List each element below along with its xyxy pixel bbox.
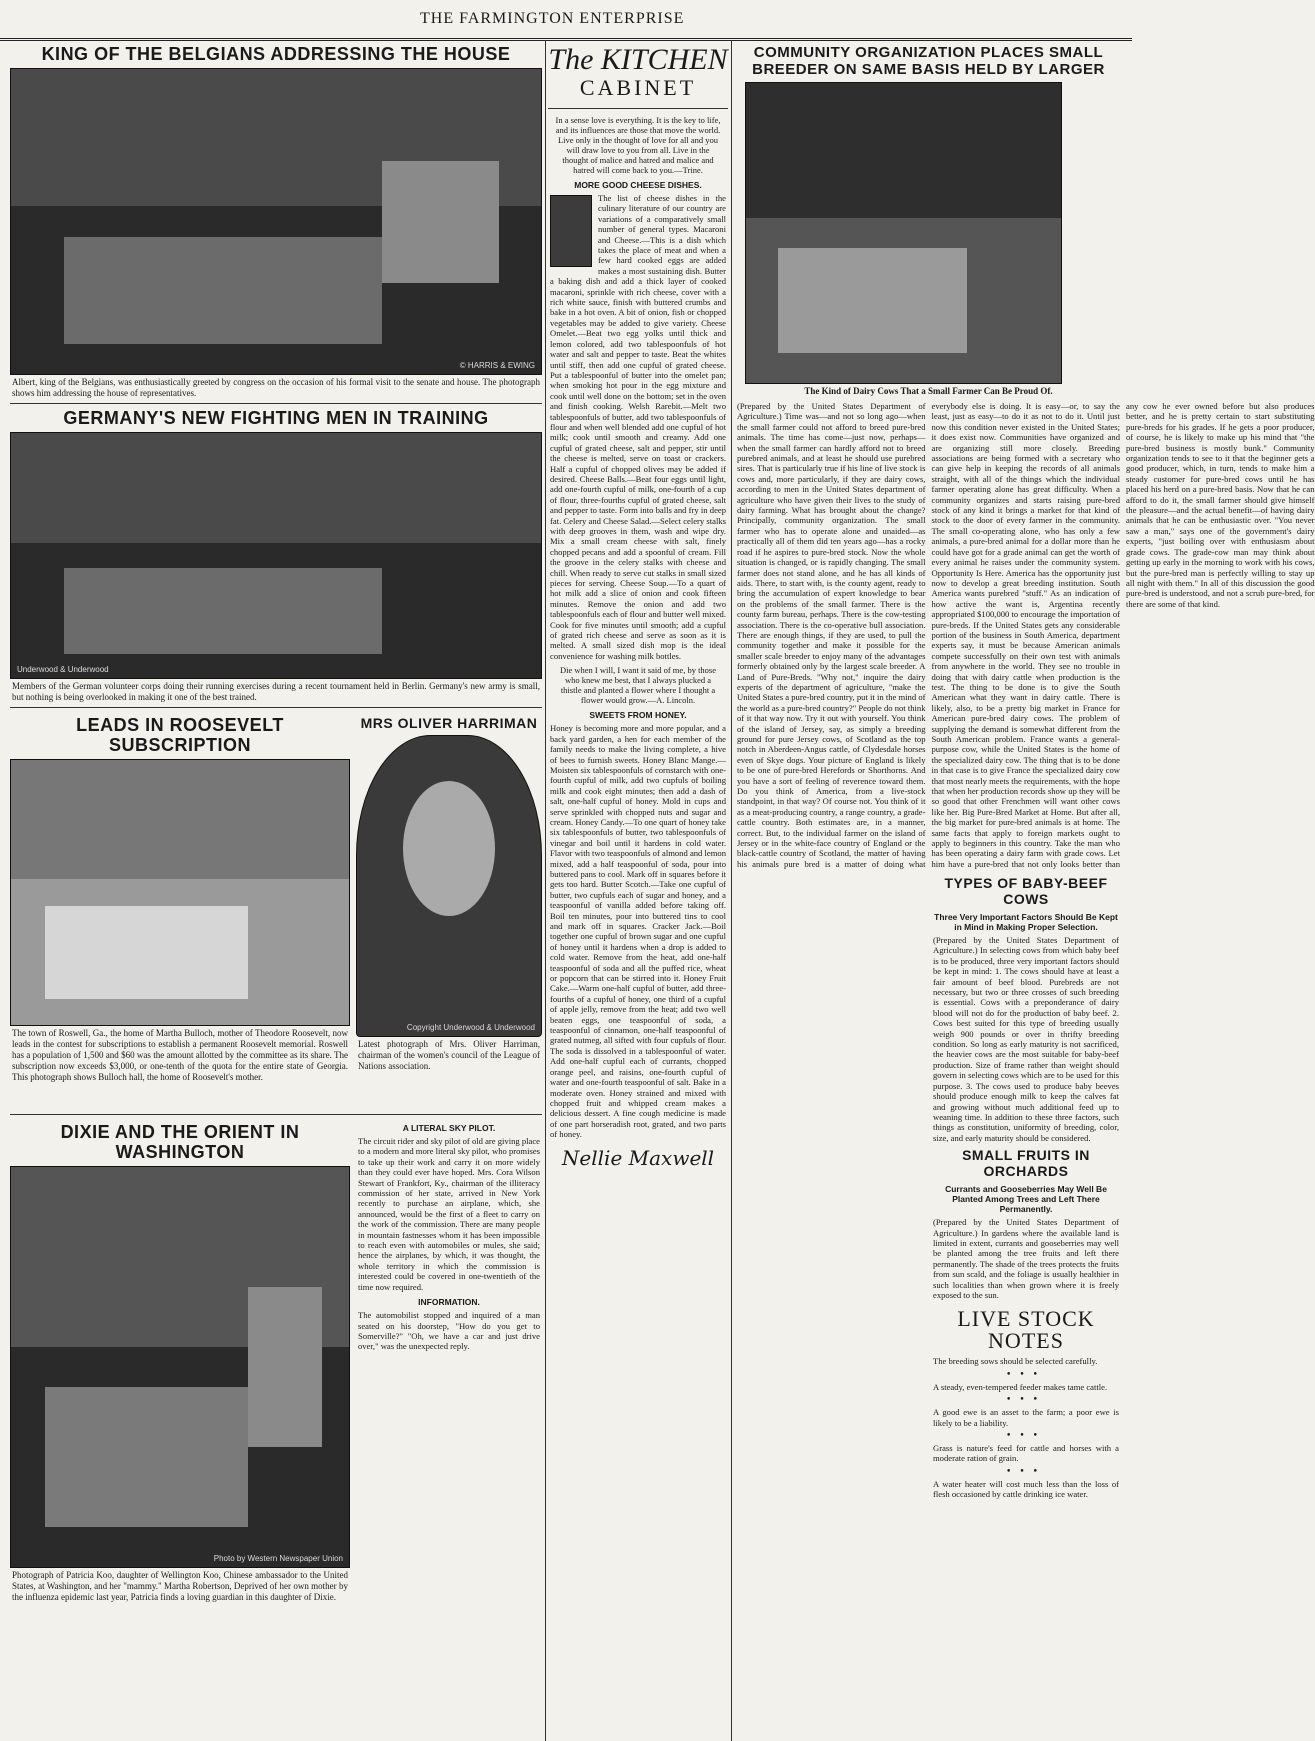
germany-caption: Members of the German volunteer corps doing their running exercises during a recent tournament held in Berlin. Germany's new army is small, but nothing is being overlooked in making it one of the best trained. [12, 681, 540, 702]
divider [10, 403, 542, 404]
kitchen-cabinet-heading [548, 43, 728, 109]
honey-heading: SWEETS FROM HONEY. [589, 710, 687, 721]
separator-dots: ••• [1006, 1466, 1046, 1477]
sky-pilot-block [356, 1118, 542, 1355]
divider [10, 1114, 542, 1115]
germany-photo [10, 432, 542, 679]
roosevelt-headline: LEADS IN ROOSEVELT SUBSCRIPTION [76, 715, 284, 755]
information-text: The automobilist stopped and inquired of a man seated on his doorstep, "How do you get to Somerville?" "Oh, we have a car and just drive over," was the unexpected reply. [358, 1310, 540, 1352]
dixie-row [10, 1118, 542, 1638]
lincoln-quote: Die when I will, I want it said of me, by those who knew me best, that I always plucked a thistle and planted a flower where I thought a flower would grow.—A. Lincoln. [559, 665, 717, 706]
column-rule [545, 40, 546, 1741]
trine-verse: In a sense love is everything. It is the key to life, and its influences are those that move the world. Live only in the thought of love for all and you will draw love to you from all. Live in the thought of malice and hatred and malice and hatred will come back to you.—Trine. [555, 115, 721, 175]
bulloch-hall-photo [10, 759, 350, 1026]
masthead [0, 0, 1132, 41]
cheese-text: The list of cheese dishes in the culinary literature of our country are variations of a comparatively small number of general types. Macaroni and Cheese.—This is a dish which takes the place of meat and when a few hard cooked eggs are added makes a most sustaining dish. Butter a baking dish and add a thick layer of cooked macaroni, sprinkle with rich cheese, cover with a rich white sauce, finish with buttered crumbs and bake in a hot oven. A bit of onion, fish or chopped vegetables may be added to give variety. Cheese Omelet.—Beat two egg yolks until thick and lemon colored, add two tablespoonfuls of hot water and salt and pepper to taste. Beat the whites until stiff, then add one cupful of grated cheese. Put a tablespoonful of butter into the omelet pan; when smoking hot pour in the egg mixture and cook until well done on the bottom; set in the oven and finish cooking. Welsh Rarebit.—Melt two tablespoonfuls of butter, add two tablespoonfuls of flour and when well blended add one cupful of hot milk; cook until smooth and creamy. Add one cupful of grated cheese, salt and pepper, stir until the cheese is melted, serve on toast or crackers. Half a cupful of chopped olives may be added if desired. Cheese Balls.—Beat four eggs until light, add one-fourth cupful of milk, one-fourth of a cup of flour, three-fourths cupful of grated cheese, salt and pepper to taste. Form into balls and fry in deep fat. Celery and Cheese Salad.—Select celery stalks with deep grooves in them, wash and wipe dry. Mix a small cream cheese with salt, finely chopped pecans and add a spoonful of cream. Fill the groove in the celery stalks with cheese and chill. When ready to serve cut stalks in small sized pieces for serving. Cheese Soup.—To a quart of hot milk add a slice of onion and cook fifteen minutes. Remove the onion and add two tablespoonfuls each of flour and butter well mixed. Cook for five minutes until smooth; add a cupful of grated rich cheese and serve as soon as it is melted. A small sized dish mop is the ideal convenience for washing milk bottles. [550, 193, 726, 661]
cabinet-title: CABINET [579, 75, 697, 100]
kitchen-title: The KITCHEN [548, 43, 728, 76]
note-item: A water heater will cost much less than the loss of flesh occasioned by cattle drinking ice water. [933, 1478, 1119, 1500]
dixie-caption: Photograph of Patricia Koo, daughter of Wellington Koo, Chinese ambassador to the United States, at Washington, and her "mammy." Martha Robertson, Deprived of her own mother by the influenza epidemic last year, Patricia finds a loving guardian in this daughter of Dixie. [12, 1570, 348, 1602]
cheese-illustration [550, 195, 592, 267]
dixie-headline: DIXIE AND THE ORIENT IN WASHINGTON [60, 1122, 300, 1162]
separator-dots: ••• [1006, 1431, 1046, 1441]
roosevelt-block [10, 711, 350, 1087]
harriman-portrait [356, 735, 542, 1037]
right-subcolumn [931, 875, 1121, 1500]
photo-credit: Photo by Western Newspaper Union [213, 1554, 343, 1563]
photo-column [10, 40, 542, 1741]
dairy-cows-caption: The Kind of Dairy Cows That a Small Farmer Can Be Proud Of. [804, 386, 1053, 396]
baby-beef-heading: TYPES OF BABY-BEEF COWS [944, 875, 1108, 907]
author-signature: Nellie Maxwell [561, 1145, 715, 1170]
small-fruits-subhead: Currants and Gooseberries May Well Be Planted Among Trees and Left There Permanently. [945, 1184, 1107, 1215]
germany-headline: GERMANY'S NEW FIGHTING MEN IN TRAINING [63, 408, 489, 428]
agriculture-column [735, 40, 1315, 1741]
photo-credit: Copyright Underwood & Underwood [406, 1023, 535, 1032]
separator-dots: ••• [1006, 1395, 1046, 1406]
honey-text: Honey is becoming more and more popular, and a back yard garden, a hen for each member of the family needs to make the living complete, a hive of bees to furnish sweets. Honey Blanc Mange.—Moisten six tablespoonfuls of cornstarch with one-fourth cupful of milk, add two cupfuls of boiling milk and cook eight minutes; then add a dash of salt, one-half cupful of honey. Mold in cups and serve sprinkled with chopped nuts and sugar and cream. Honey Candy.—To one quart of honey take six tablespoonfuls of butter, two tablespoonfuls of vinegar and boil until it hardens in cold water. Flavor with two teaspoonfuls of almond and lemon mixed, add a half teaspoonful of soda, pour into buttered pans to cool. Mark off in squares before it gets too hard. Butter Scotch.—Take one cupful of butter, two cupfuls each of sugar and honey, and a teaspoonful of vanilla added before taking off. Boil ten minutes, pour into buttered tins to cool and mark off in squares. Cracker Jack.—Boil together one cupful of brown sugar and one cupful of honey until it hardens when a drop is added to cold water. Remove from the heat, add one-half teaspoonful of soda and all the puffed rice, wheat or popcorn that can be stirred into it. Honey Fruit Cake.—Warm one-half cupful of butter, add three-fourths of a cupful of honey, one third of a cupful of apple jelly, remove from the heat; add two well beaten eggs, one teaspoonful of soda, a teaspoonful of cinnamon, one-half teaspoonful of grated nutmeg, all sifted with four cupfuls of flour. The soda is dissolved in a tablespoonful of water. Add one-half cupful each of currants, chopped orange peel, and raisins, one-fourth cupful of water and one-fourth teaspoonful of salt. Bake in a moderate oven. Honey strained and mixed with chopped fruit and whipped cream makes a delicious dessert. A fine cough medicine is made of one part horseradish root, grated, and two parts of honey. [550, 723, 726, 1140]
community-text: (Prepared by the United States Department of Agriculture.) Time was—and not so long ago—when the small farmer could not afford to breed pure-bred animals. The time has come—just now, perhaps—when the small farmer can hardly afford not to breed purebred animals, and at least he should use purebred sires. That is particularly true if his line of live stock is cows and, more particularly, if they are dairy cows, according to men in the United States department of agriculture who have given their lives to the study of dairy farming. What has brought about the change? Principally, community organization. The small farmer who has to operate alone and unaided—as practically all of them did ten years ago—has a rocky road if he aspires to pure-bred stock. Now the whole situation is changed, or is rapidly changing. The small farmer does not stand alone, and he has all kinds of aids. There, to start with, is the county agent, ready to bring the accumulation of expert knowledge to bear on the problems of the small farmer. There is the county farm bureau, perhaps. There is the cow-testing association. There is the co-operative bull association. There are enough things, if they are used, to pull the community together and make it possible for the smaller scale breeder to enjoy many of the advantages formerly obtained only by the largest scale breeder. A Land of Pure-Breds. "Why not," inquire the dairy experts of the department of agriculture, "make the United States a pure-bred country, put it in the mind of the world as a pure-bred country?" People do not think of it that way now. Try it out with yourself. You think of the island of Jersey, say, as simply a breeding ground for pure Jersey cows, of Scotland as the top notch in Aberdeen-Angus cattle, of Clydesdale horses even of Skye dogs. Your picture of England is likely to be one of pure-bred Herefords or Shorthorns. And you have a sort of feeling of reverence toward them. Do you think of America, from a live-stock standpoint, in that way? Of course not. You think of it as a meat-producing country, a range country, a grade-cattle country. Both estimates are, in a manner, correct. But, to the individual farmer on the island of Jersey or in the white-face country of England or the black-cattle country of Scotland, the matter of having his animals pure bred is a matter of doing what everybody else is doing. It is easy—or, to say the least, just as easy—to do it as not to do it. Until just now this condition never existed in the United States; it does exist now. Communities have organized and are organizing still more closely. Breeding associations are being formed with a secretary who can give help in keeping the records of all animals straight, with all of the things which the individual farmer operating alone has great difficulty. When a community organizes and starts raising pure-bred stock of any kind it brings a market for that kind of stock to the door of every farmer in the community. The small co-operating alone, who has only a few animals, a pure-bred animal for a dollar more than he could have got for a grade animal can get the worth of every animal he raises under the community system. Opportunity Is Here. America has the opportunity just now to develop a great breeding institution. South America wants purebred "stuff." As an indication of how active the want is, Argentina recently appropriated $100,000 to encourage the importation of pure-breds. If the United States gets any considerable portion of the business in South America, department experts say, it must be because American animals compete successfully on their own test with animals from anywhere in the world. They see no trouble in doing that with dairy cattle when production is the test. The thing to be done is to give the South American what they want in dairy cattle. There is likely, also, to be a pretty big market in France for American pure-bred dairy cows. The problem of supplying the demand is somewhat different from the South American problem. France wants a general-purpose cow, while the United States is the home of the specialized dairy cow. The thing that is to be done in that case is to give France the specialized dairy cow that most nearly meets the requirements, with the hope that when her production records show up they will be so good that other Frenchmen will want other cows like her. Big Pure-Bred Market at Home. But after all, the big market for pure-bred animals is at home. The same facts that apply to foreign markets ought to apply to beginners in this country. Take the man who has been operating a dairy farm with grade cows. Let him have a pure-bred that not only looks better than any cow he ever owned before but also produces better, and he is pretty certain to start substituting pure-breds for his grades. If he gets a poor producer, of course, he is likely to make up his mind that "the pure-bred business is mostly bunk." Community organization tends to see to it that the beginner gets a good producer, which, in turn, tends to make him a steady customer for pure-bred cows until he has placed his herd on a pure-bred basis. Now that he can afford to do it, the small farmer should give himself the pleasure—and the actual benefit—of having dairy animals that he can be enthusiastic over. "You never saw a man," says one of the government's dairy experts, "just boiling over with enthusiasm about grade cows. The grade-cow man may think about getting up early in the morning to work with his cows, but the pure-bred man is perfectly willing to stay up all night with them." In all of this discussion the good pure-bred is understood, and not a scrub pure-bred, for there are some of that kind. [737, 401, 1315, 869]
note-item: A steady, even-tempered feeder makes tame cattle. [933, 1381, 1108, 1392]
dairy-cows-photo [745, 82, 1062, 384]
note-item: The breeding sows should be selected carefully. [933, 1356, 1098, 1367]
separator-dots: ••• [1006, 1369, 1046, 1380]
harriman-caption: Latest photograph of Mrs. Oliver Harriman, chairman of the women's council of the League of Nations association. [358, 1039, 540, 1071]
belgians-caption: Albert, king of the Belgians, was enthusiastically greeted by congress on the occasion of his formal visit to the senate and house. The photograph shows him addressing the house of representatives. [12, 377, 540, 398]
dixie-photo [10, 1166, 350, 1568]
roosevelt-caption: The town of Roswell, Ga., the home of Martha Bulloch, mother of Theodore Roosevelt, now leads in the contest for subscriptions to establish a permanent Roosevelt memorial. Roswell has a population of 1,500 and $60 was the amount allotted by the committee as its share. The subscription now exceeds $3,000, or one-tenth of the quota for the entire state of Georgia. This photograph shows Bulloch hall, the home of Roosevelt's mother. [12, 1028, 348, 1082]
community-headline: COMMUNITY ORGANIZATION PLACES SMALL BREEDER ON SAME BASIS HELD BY LARGER [752, 44, 1105, 78]
divider [10, 707, 542, 708]
kitchen-cabinet-column [548, 40, 728, 1741]
photo-credit: © HARRIS & EWING [459, 361, 535, 370]
information-title: INFORMATION. [418, 1297, 480, 1308]
photo-credit: Underwood & Underwood [17, 665, 109, 674]
cheese-heading: MORE GOOD CHEESE DISHES. [574, 180, 702, 190]
baby-beef-text: (Prepared by the United States Department of Agriculture.) In selecting cows from which baby beef is to be produced, three very important factors should be kept in mind: 1. The cows should have at least a fair amount of beef blood. Purebreds are not necessary, but two or three crosses of such breeding is essential. Cows with a preponderance of dairy blood will not do for the production of baby beef. 2. Cows best suited for this type of breeding usually weigh 900 pounds or over in thrifty breeding condition. So long as early maturity is not sacrificed, the heavier cows are the most suitable for baby-beef production. Size of frame rather than weight should govern in selecting cows which are to be used for this purpose. 3. The cows used to produce baby beeves should produce enough milk to keep the calves fat and growing without much additional feed up to weaning time. In addition to these three factors, such things as constitution, uniformity of breeding, color, size, and early maturity should be considered. [933, 935, 1119, 1143]
belgians-photo [10, 68, 542, 375]
dixie-block [10, 1118, 350, 1607]
live-stock-notes-title: LIVE STOCK NOTES [957, 1306, 1095, 1354]
newspaper-title: THE FARMINGTON ENTERPRISE [420, 10, 685, 27]
sky-pilot-title: A LITERAL SKY PILOT. [402, 1123, 496, 1133]
note-item: Grass is nature's feed for cattle and horses with a moderate ration of grain. [933, 1443, 1119, 1464]
small-fruits-text: (Prepared by the United States Department of Agriculture.) In gardens where the available land is limited in extent, currants and gooseberries may well be planted among the tree fruits and left there permanently. The shade of the trees protects the fruits from sun scald, and the foliage is usually healthier in such localities than when grown where it is freely exposed to the sun. [933, 1217, 1119, 1300]
sky-pilot-text: The circuit rider and sky pilot of old are giving place to a modern and more literal sky pilot, who promises to take up their work and carry it on more widely than they could ever have hoped. Mrs. Cora Wilson Stewart of Frankfort, Ky., chairman of the illiteracy commission of her state, arrived in New York recently to purchase an airplane, which, she announced, would be the first of a fleet to carry on the work of the commission. There are many people in mountain fastnesses whom it has been impossible to reach even with automobiles or mules, she said; hence the airplanes, by which, it was thought, the whole territory in which the commission is interested could be covered in one-twentieth of the time now required. [358, 1136, 540, 1292]
harriman-block [356, 711, 542, 1076]
roosevelt-harriman-row [10, 711, 542, 1111]
small-fruits-heading: SMALL FRUITS IN ORCHARDS [962, 1147, 1090, 1180]
baby-beef-subhead: Three Very Important Factors Should Be Kept in Mind in Making Proper Selection. [934, 912, 1118, 932]
belgians-headline: KING OF THE BELGIANS ADDRESSING THE HOUSE [41, 44, 511, 64]
note-item: A good ewe is an asset to the farm; a poor ewe is likely to be a liability. [933, 1407, 1119, 1428]
column-rule [731, 40, 732, 1741]
harriman-headline: MRS OLIVER HARRIMAN [360, 715, 538, 731]
